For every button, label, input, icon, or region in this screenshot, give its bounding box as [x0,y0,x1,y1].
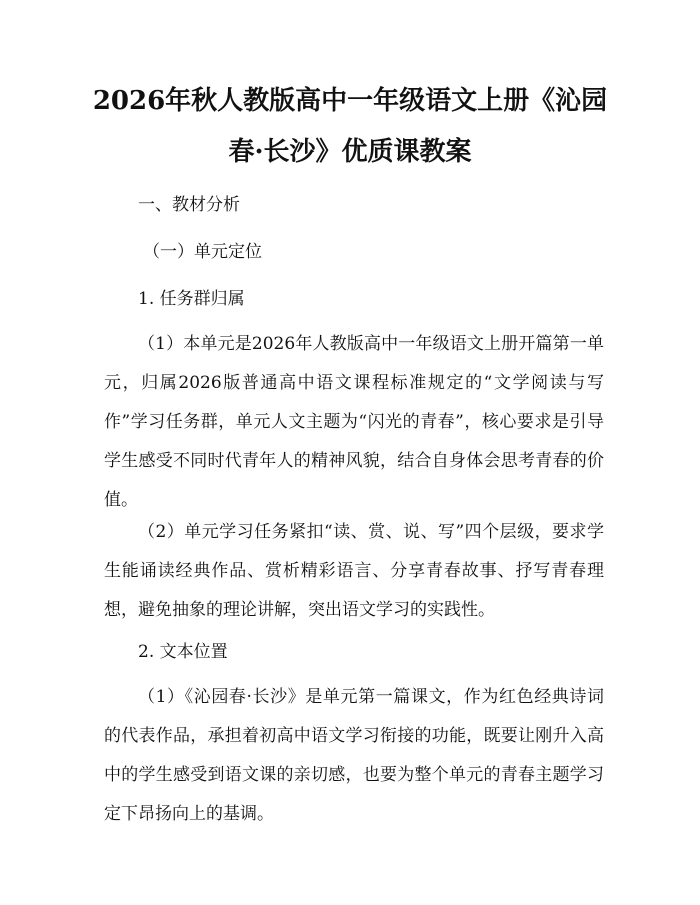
item-heading-task-group: 1. 任务群归属 [138,289,245,309]
document-title-line-2: 春·长沙》优质课教案 [228,137,472,167]
section-heading-textbook-analysis: 一、教材分析 [138,195,240,215]
document-title-line-1: 2026年秋人教版高中一年级语文上册《沁园 [92,86,608,116]
paragraph-task-group-2: （2）单元学习任务紧扣“读、赏、说、写”四个层级，要求学生能诵读经典作品、赏析精彩语言、分享青春故事、抒写青春理想，避免抽象的理论讲解，突出语文学习的实践性。 [104,522,604,620]
item-heading-text-position: 2. 文本位置 [138,642,228,662]
paragraph-task-group-1: （1）本单元是2026年人教版高中一年级语文上册开篇第一单元，归属2026版普通高中语文课程标准规定的“文学阅读与写作”学习任务群，单元人文主题为“闪光的青春”，核心要求是引导学生感受不同时代青年人的精神风貌，结合自身体会思考青春的价值。 [104,334,604,510]
paragraph-text-position-1: （1）《沁园春·长沙》是单元第一篇课文，作为红色经典诗词的代表作品，承担着初高中语文学习衔接的功能，既要让刚升入高中的学生感受到语文课的亲切感，也要为整个单元的青春主题学习定下昂扬向上的基调。 [104,687,604,824]
subsection-heading-unit-positioning: （一）单元定位 [143,242,262,262]
